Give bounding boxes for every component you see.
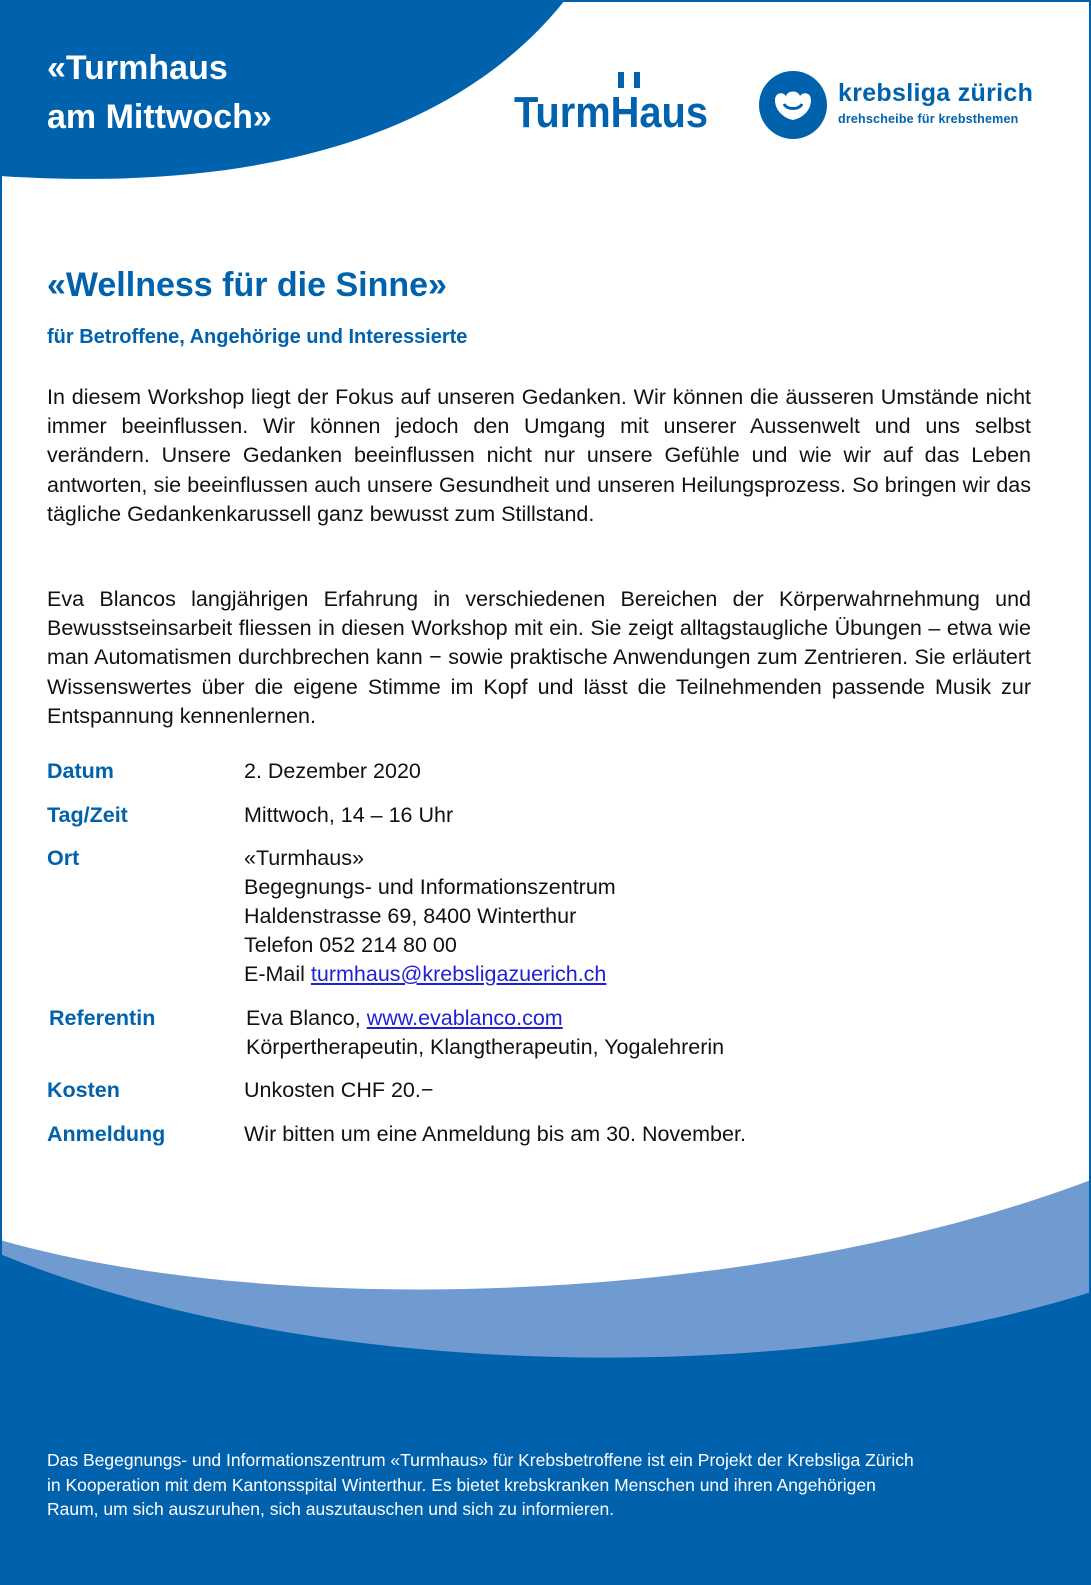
ort-line1: «Turmhaus» (244, 846, 364, 870)
referentin-roles: Körpertherapeutin, Klangtherapeutin, Yogalehrerin (246, 1034, 725, 1059)
email-prefix: E-Mail (244, 962, 305, 986)
krebsliga-logo-text (838, 78, 1033, 126)
footer-line2: in Kooperation mit dem Kantonsspital Winterthur. Es bietet krebskranken Menschen und ihren Angehörigen (47, 1474, 876, 1495)
header-title (47, 44, 272, 142)
ort-line3: Haldenstrasse 69, 8400 Winterthur (244, 904, 577, 928)
header-title-line2: am Mittwoch» (47, 98, 272, 136)
svg-text:TurmHaus: TurmHaus (514, 88, 708, 137)
detail-row-anmeldung (47, 1120, 1031, 1149)
krebsliga-name: krebsliga zürich (838, 79, 1034, 107)
description-paragraph-1: In diesem Workshop liegt der Fokus auf unseren Gedanken. Wir können die äusseren Umstände nicht immer beeinflussen. Wir können jedoch den Umgang mit unserer Aussenwelt und uns selbst verändern. Unsere Gedanken beeinflussen nicht nur unsere Gefühle und wie wir auf das Leben antworten, sie beeinflussen auch unsere Gesundheit und unseren Heilungsprozess. So bringen wir das tägliche Gedankenkarussell ganz bewusst zum Stillstand. (47, 385, 1031, 526)
detail-row-tagzeit (47, 801, 1031, 830)
anmeldung-value: Wir bitten um eine Anmeldung bis am 30. November. (244, 1121, 746, 1146)
turmhaus-logo (514, 70, 714, 140)
referentin-name-line (246, 1004, 1031, 1033)
event-details (47, 757, 1031, 1163)
footer-line3: Raum, um sich auszuruhen, sich auszutauschen und sich zu informieren. (47, 1499, 615, 1519)
detail-row-datum (47, 757, 1031, 786)
event-title: «Wellness für die Sinne» (47, 266, 447, 304)
email-link[interactable]: turmhaus@krebsligazuerich.ch (310, 962, 607, 986)
ort-line4: Telefon 052 214 80 00 (244, 933, 457, 957)
datum-label: Datum (47, 759, 114, 783)
tagzeit-label: Tag/Zeit (47, 802, 128, 827)
referentin-label: Referentin (49, 1005, 156, 1030)
description-paragraph-2: Eva Blancos langjährigen Erfahrung in verschiedenen Bereichen der Körperwahrnehmung und Bewusstseinsarbeit fliessen in diesen Workshop mit ein. Sie zeigt alltagstaugliche Übungen – etwa wie man Automatismen durchbrechen kann − sowie praktische Anwendungen zum Zentrieren. Sie erläutert Wissenswertes über die eigene Stimme im Kopf und lässt die Teilnehmenden passende Musik zur Entspannung kennenlernen. (47, 587, 1031, 728)
referentin-value (246, 1004, 1031, 1062)
ort-email-line (244, 960, 1031, 989)
krebsliga-tagline: drehscheibe für krebsthemen (838, 112, 1019, 126)
kosten-label: Kosten (47, 1078, 120, 1102)
detail-row-kosten (47, 1076, 1031, 1105)
referentin-name: Eva Blanco, (246, 1005, 361, 1030)
header-title-line1: «Turmhaus (47, 49, 228, 87)
tagzeit-value: Mittwoch, 14 – 16 Uhr (244, 802, 454, 827)
anmeldung-label: Anmeldung (47, 1121, 166, 1146)
kosten-value: Unkosten CHF 20.− (244, 1078, 434, 1102)
ort-value (244, 844, 1031, 989)
detail-row-referentin (47, 1004, 1031, 1062)
datum-value: 2. Dezember 2020 (244, 759, 421, 783)
ort-label: Ort (47, 846, 80, 870)
website-link[interactable]: www.evablanco.com (366, 1005, 563, 1030)
footer-text (47, 1448, 1047, 1522)
krebsliga-logo-icon (758, 70, 828, 140)
detail-row-ort (47, 844, 1031, 989)
ort-line2: Begegnungs- und Informationszentrum (244, 875, 616, 899)
event-audience: für Betroffene, Angehörige und Interessierte (47, 326, 468, 348)
footer-line1: Das Begegnungs- und Informationszentrum «Turmhaus» für Krebsbetroffene ist ein Projekt der Krebsliga Zürich (47, 1450, 914, 1470)
